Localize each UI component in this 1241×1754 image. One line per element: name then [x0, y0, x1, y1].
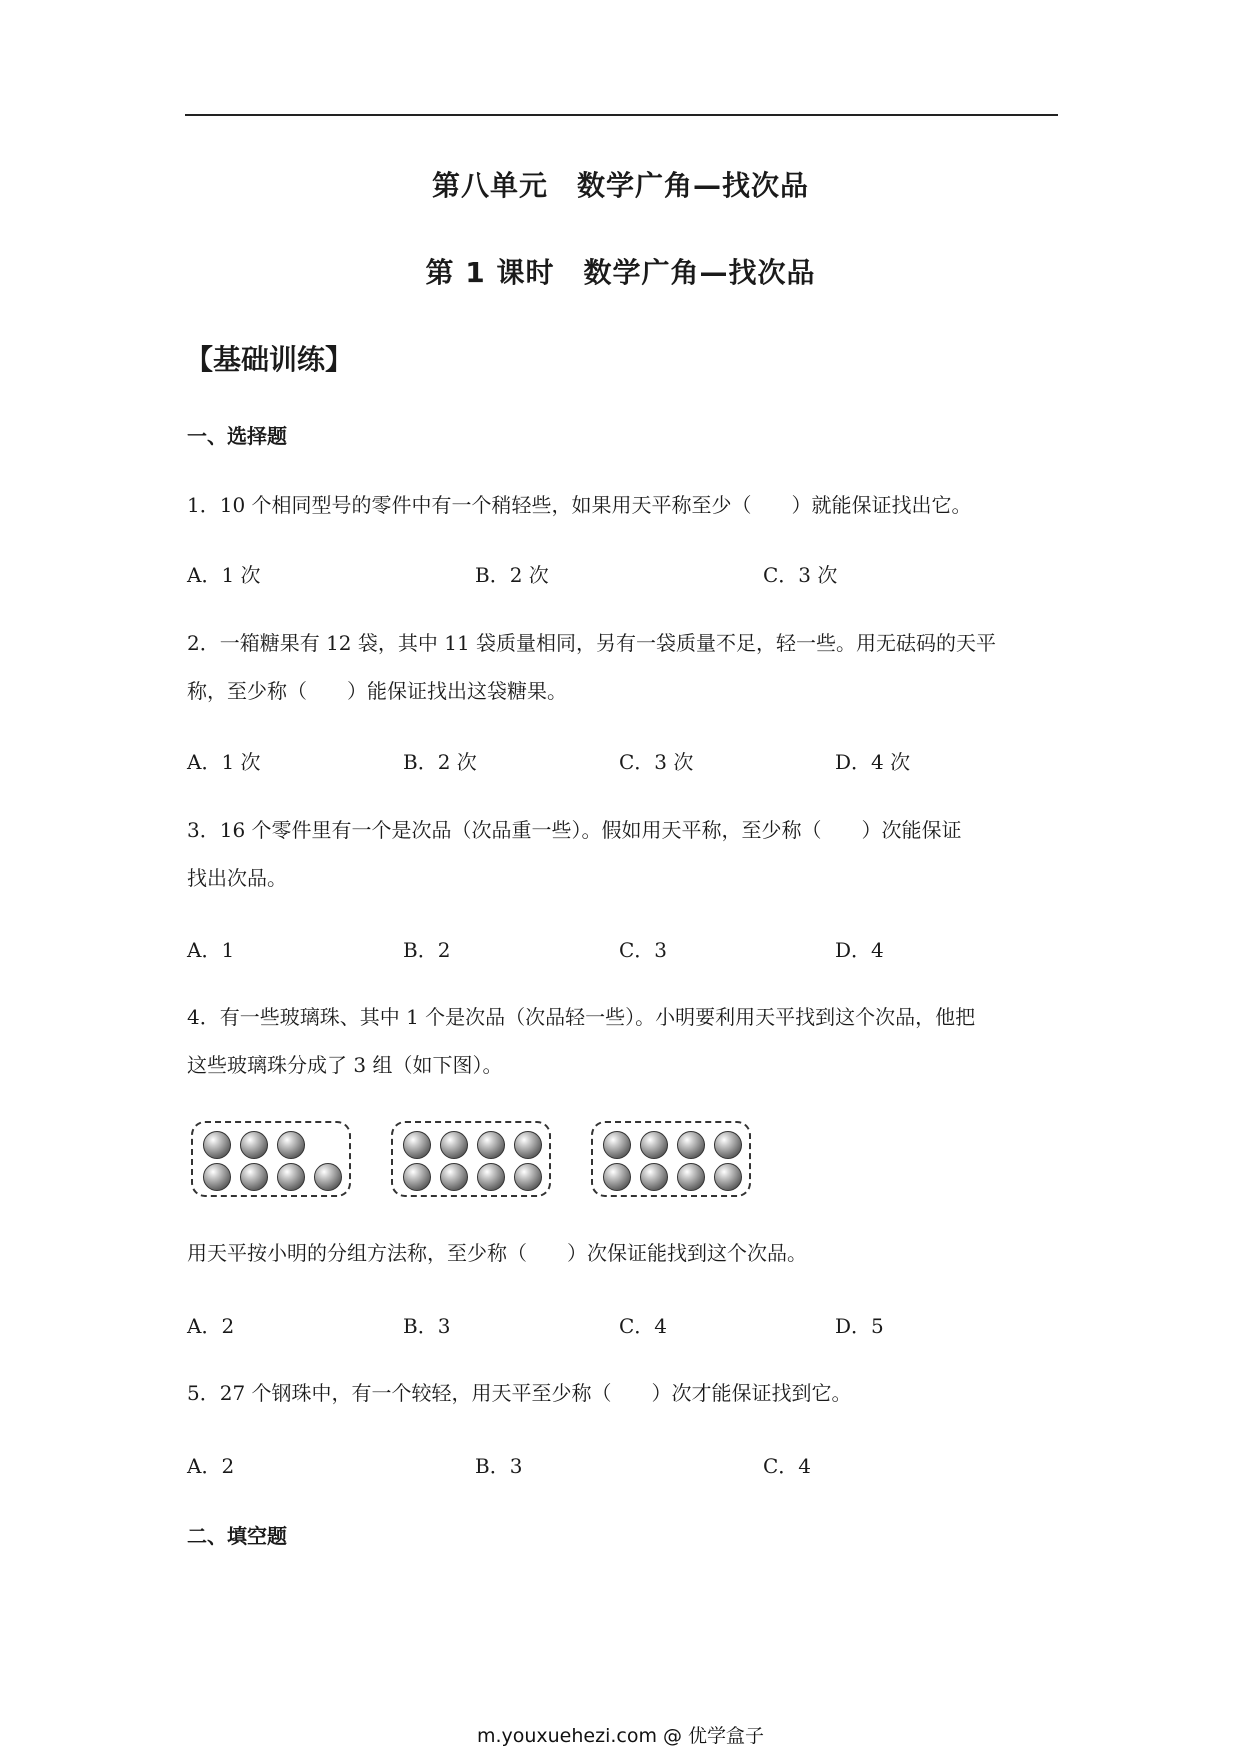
question-4-line1: 4．有一些玻璃珠、其中 1 个是次品（次品轻一些）。小明要利用天平找到这个次品，他把 — [187, 1005, 976, 1029]
q1-option-c: C．3 次 — [763, 563, 838, 587]
unit-title: 第八单元 数学广角—找次品 — [431, 169, 809, 202]
part2-heading: 二、填空题 — [187, 1524, 287, 1548]
bead-group-3 — [591, 1121, 751, 1197]
footer-watermark: m.youxuehezi.com @ 优学盒子 — [476, 1725, 765, 1747]
header-rule — [185, 114, 1058, 116]
question-4-after: 用天平按小明的分组方法称，至少称（ ）次保证能找到这个次品。 — [187, 1241, 807, 1265]
q5-option-a: A．2 — [187, 1454, 235, 1478]
q2-option-d: D．4 次 — [835, 750, 911, 774]
glass-bead — [314, 1163, 342, 1191]
q4-option-a: A．2 — [187, 1314, 235, 1338]
glass-bead — [240, 1163, 268, 1191]
glass-bead — [514, 1163, 542, 1191]
q3-option-c: C．3 — [619, 938, 668, 962]
q2-option-b: B．2 次 — [403, 750, 477, 774]
glass-bead — [640, 1163, 668, 1191]
glass-bead — [640, 1131, 668, 1159]
bead-groups-figure — [191, 1121, 791, 1201]
glass-bead — [277, 1131, 305, 1159]
part1-heading: 一、选择题 — [187, 424, 287, 448]
q5-option-b: B．3 — [475, 1454, 523, 1478]
q4-option-b: B．3 — [403, 1314, 451, 1338]
glass-bead — [403, 1131, 431, 1159]
glass-bead — [203, 1163, 231, 1191]
bead-group-2 — [391, 1121, 551, 1197]
q3-option-b: B．2 — [403, 938, 451, 962]
glass-bead — [403, 1163, 431, 1191]
q1-option-a: A．1 次 — [187, 563, 261, 587]
q1-option-b: B．2 次 — [475, 563, 549, 587]
glass-bead — [240, 1131, 268, 1159]
glass-bead — [440, 1131, 468, 1159]
glass-bead — [677, 1163, 705, 1191]
section-label: 【基础训练】 — [185, 343, 354, 376]
lesson-title: 第 1 课时 数学广角—找次品 — [425, 256, 816, 289]
glass-bead — [440, 1163, 468, 1191]
question-3-line2: 找出次品。 — [187, 866, 287, 890]
glass-bead — [514, 1131, 542, 1159]
question-4-line2: 这些玻璃珠分成了 3 组（如下图）。 — [187, 1053, 503, 1077]
glass-bead — [203, 1131, 231, 1159]
question-5-text: 5．27 个钢珠中，有一个较轻，用天平至少称（ ）次才能保证找到它。 — [187, 1381, 852, 1405]
q2-option-a: A．1 次 — [187, 750, 261, 774]
glass-bead — [477, 1131, 505, 1159]
q5-option-c: C．4 — [763, 1454, 812, 1478]
glass-bead — [603, 1131, 631, 1159]
glass-bead — [477, 1163, 505, 1191]
glass-bead — [714, 1163, 742, 1191]
bead-group-1 — [191, 1121, 351, 1197]
question-3-line1: 3．16 个零件里有一个是次品（次品重一些）。假如用天平称，至少称（ ）次能保证 — [187, 818, 962, 842]
question-2-line2: 称，至少称（ ）能保证找出这袋糖果。 — [187, 679, 567, 703]
question-1-text: 1．10 个相同型号的零件中有一个稍轻些，如果用天平称至少（ ）就能保证找出它。 — [187, 493, 972, 517]
glass-bead — [714, 1131, 742, 1159]
q4-option-d: D．5 — [835, 1314, 884, 1338]
glass-bead — [677, 1131, 705, 1159]
question-2-line1: 2．一箱糖果有 12 袋，其中 11 袋质量相同，另有一袋质量不足，轻一些。用无砝码的天平 — [187, 631, 997, 655]
q3-option-d: D．4 — [835, 938, 884, 962]
q4-option-c: C．4 — [619, 1314, 668, 1338]
q3-option-a: A．1 — [187, 938, 235, 962]
q2-option-c: C．3 次 — [619, 750, 694, 774]
glass-bead — [603, 1163, 631, 1191]
glass-bead — [277, 1163, 305, 1191]
